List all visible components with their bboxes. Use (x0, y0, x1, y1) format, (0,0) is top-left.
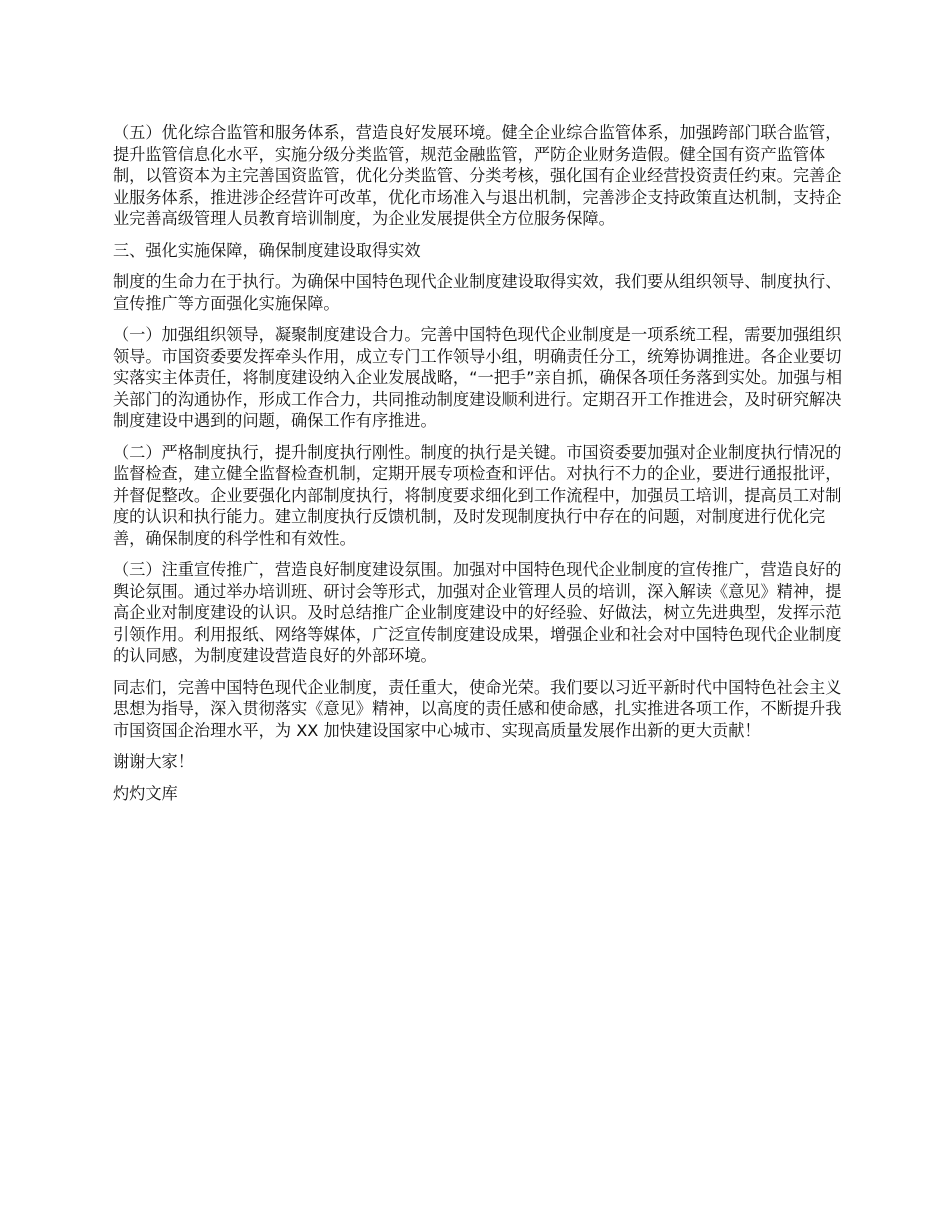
section-heading-3: 三、强化实施保障，确保制度建设取得实效 (113, 240, 421, 260)
paragraph-section-5: （五）优化综合监管和服务体系，营造良好发展环境。健全企业综合监管体系，加强跨部门联合监管，提升监管信息化水平，实施分级分类监管，规范金融监管，严防企业财务造假。健全国有资产监管体制，以管资本为主完善国资监管，优化分类监管、分类考核，强化国有企业经营投资责任约束。完善企业服务体系，推进涉企经营许可改革，优化市场准入与退出机制，完善涉企支持政策直达机制，支持企业完善高级管理人员教育培训制度，为企业发展提供全方位服务保障。 (113, 123, 842, 228)
paragraph-source: 灼灼文库 (113, 783, 178, 803)
paragraph-intro: 制度的生命力在于执行。为确保中国特色现代企业制度建设取得实效，我们要从组织领导、制度执行、宣传推广等方面强化实施保障。 (113, 272, 842, 313)
paragraph-thanks: 谢谢大家！ (113, 752, 194, 771)
document-body (113, 122, 851, 814)
paragraph-closing: 同志们，完善中国特色现代企业制度，责任重大，使命光荣。我们要以习近平新时代中国特色社会主义思想为指导，深入贯彻落实《意见》精神，以高度的责任感和使命感，扎实推进各项工作，不断提升我市国资国企治理水平，为 XX 加快建设国家中心城市、实现高质量发展作出新的更大贡献！ (113, 677, 842, 740)
paragraph-item-2: （二）严格制度执行，提升制度执行刚性。制度的执行是关键。市国资委要加强对企业制度执行情况的监督检查，建立健全监督检查机制，定期开展专项检查和评估。对执行不力的企业，要进行通报批评，并督促整改。企业要强化内部制度执行，将制度要求细化到工作流程中，加强员工培训，提高员工对制度的认识和执行能力。建立制度执行反馈机制，及时发现制度执行中存在的问题，对制度进行优化完善，确保制度的科学性和有效性。 (113, 442, 842, 548)
paragraph-item-1: （一）加强组织领导，凝聚制度建设合力。完善中国特色现代企业制度是一项系统工程，需要加强组织领导。市国资委要发挥牵头作用，成立专门工作领导小组，明确责任分工，统筹协调推进。各企业要切实落实主体责任，将制度建设纳入企业发展战略，“一把手”亲自抓，确保各项任务落到实处。加强与相关部门的沟通协作，形成工作合力，共同推动制度建设顺利进行。定期召开工作推进会，及时研究解决制度建设中遇到的问题，确保工作有序推进。 (113, 325, 843, 430)
paragraph-item-3: （三）注重宣传推广，营造良好制度建设氛围。加强对中国特色现代企业制度的宣传推广，营造良好的舆论氛围。通过举办培训班、研讨会等形式，加强对企业管理人员的培训，深入解读《意见》精神，提高企业对制度建设的认识。及时总结推广企业制度建设中的好经验、好做法，树立先进典型，发挥示范引领作用。利用报纸、网络等媒体，广泛宣传制度建设成果，增强企业和社会对中国特色现代企业制度的认同感，为制度建设营造良好的外部环境。 (113, 560, 842, 665)
